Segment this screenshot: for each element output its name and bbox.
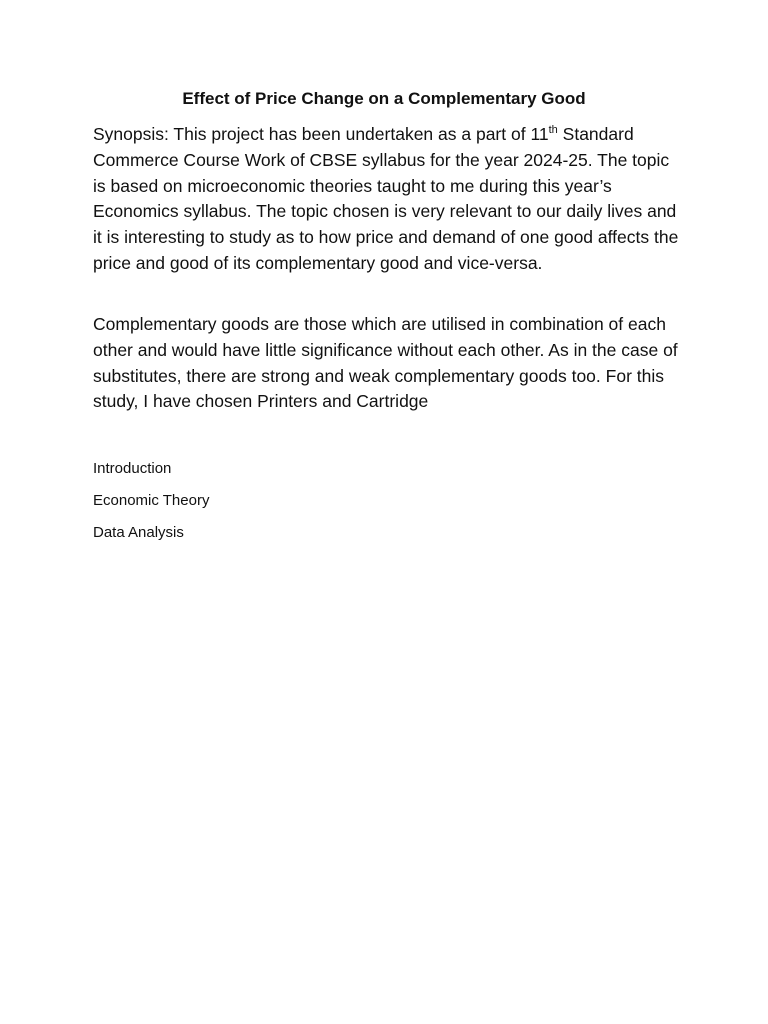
section-list (93, 458, 593, 554)
section-item-data-analysis: Data Analysis (93, 524, 184, 541)
section-item-introduction: Introduction (93, 460, 172, 477)
section-item-economic-theory: Economic Theory (93, 492, 210, 509)
synopsis-text-end: Standard Commerce Course Work of CBSE syllabus for the year 2024-25. The topic is based on microeconomic theories taught to me during this year’s Economics syllabus. The topic chosen is very relevant to our daily lives and it is interesting to study as to how price and demand of one good affects the price and good of its complementary good and vice-versa. (93, 124, 679, 273)
synopsis-paragraph (93, 122, 683, 277)
document-title: Effect of Price Change on a Complementary Good (182, 89, 586, 108)
ordinal-superscript: th (548, 124, 558, 137)
synopsis-text-start: Synopsis: This project has been undertaken as a part of 11 (93, 124, 549, 144)
complementary-goods-paragraph: Complementary goods are those which are utilised in combination of each other and would have little significance without each other. As in the case of substitutes, there are strong and weak complementary goods too. For this study, I have chosen Printers and Cartridge (93, 314, 678, 412)
